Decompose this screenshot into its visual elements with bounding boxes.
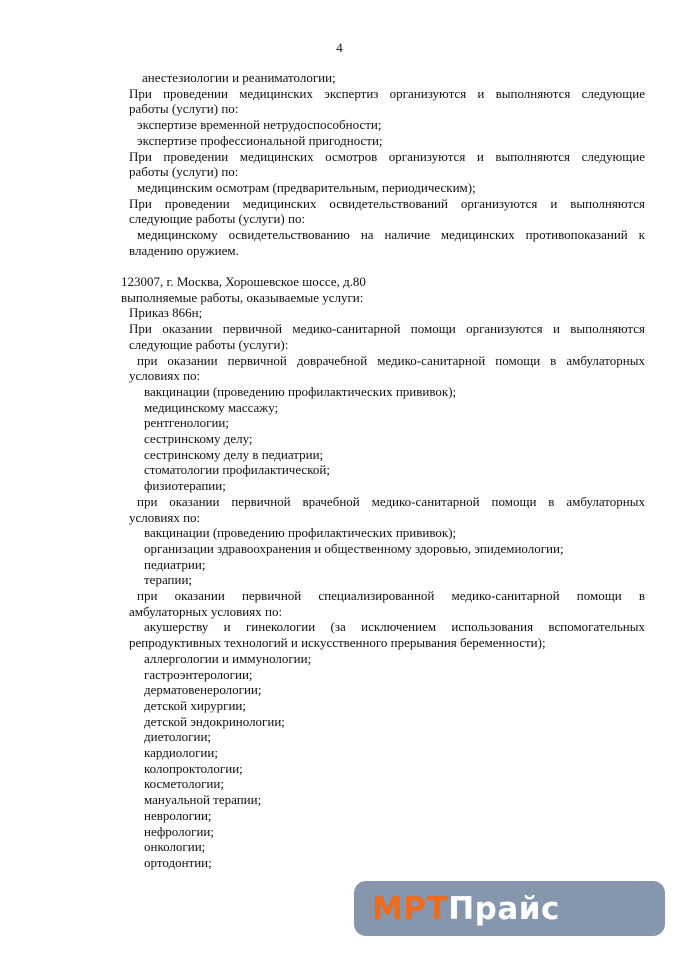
- text-line: экспертизе профессиональной пригодности;: [137, 132, 383, 148]
- list-item: физиотерапии;: [144, 478, 226, 494]
- text-line: при оказании первичной специализированной медико-санитарной помощи в: [137, 588, 645, 603]
- list-item: колопроктологии;: [144, 760, 243, 776]
- list-item: онкологии;: [144, 839, 206, 855]
- list-item: детской хирургии;: [144, 697, 247, 713]
- text-line: Приказ 866н;: [129, 305, 203, 321]
- watermark-text-primary: МРТ: [372, 890, 449, 927]
- text-line: При проведении медицинских освидетельствований организуются и выполняются: [129, 195, 645, 211]
- list-item: терапии;: [144, 572, 193, 588]
- list-item: нефрологии;: [144, 823, 214, 839]
- text-line: при оказании первичной доврачебной медико-санитарной помощи в амбулаторных: [137, 352, 645, 368]
- list-item: акушерству и гинекологии (за исключением использования вспомогательных: [144, 619, 645, 635]
- text-line: следующие работы (услуги) по:: [129, 211, 306, 227]
- text-line: репродуктивных технологий и искусственного прерывания беременности);: [129, 635, 546, 651]
- text-line: следующие работы (услуги):: [129, 336, 289, 352]
- list-item: рентгенологии;: [144, 415, 229, 431]
- list-item: вакцинации (проведению профилактических прививок);: [144, 525, 457, 541]
- text-line: работы (услуги) по:: [129, 164, 239, 180]
- text-line: владению оружием.: [129, 242, 239, 258]
- list-item: сестринскому делу;: [144, 431, 253, 446]
- watermark-logo: [354, 881, 665, 936]
- list-item: косметологии;: [144, 776, 224, 792]
- page-number: 4: [336, 40, 343, 55]
- list-item: вакцинации (проведению профилактических прививок);: [144, 383, 457, 399]
- text-line: при оказании первичной врачебной медико-санитарной помощи в амбулаторных: [137, 493, 645, 509]
- list-item: мануальной терапии;: [144, 792, 262, 808]
- watermark-text-secondary: Прайс: [448, 890, 560, 927]
- text-line: При оказании первичной медико-санитарной помощи организуются и выполняются: [129, 321, 645, 337]
- list-item: диетологии;: [144, 729, 212, 745]
- list-item: детской эндокринологии;: [144, 713, 285, 729]
- text-line: амбулаторных условиях по:: [129, 603, 283, 619]
- list-item: сестринскому делу в педиатрии;: [144, 446, 324, 462]
- text-line: При проведении медицинских экспертиз организуются и выполняются следующие: [129, 85, 645, 101]
- text-line: экспертизе временной нетрудоспособности;: [137, 117, 382, 133]
- list-item: кардиологии;: [144, 745, 218, 760]
- text-line: медицинскому освидетельствованию на наличие медицинских противопоказаний к: [137, 227, 645, 242]
- text-line: выполняемые работы, оказываемые услуги:: [121, 289, 364, 305]
- list-item: неврологии;: [144, 807, 212, 823]
- text-line: условиях по:: [129, 368, 201, 384]
- text-line: работы (услуги) по:: [129, 101, 239, 117]
- text-line: условиях по:: [129, 509, 201, 525]
- text-line: медицинским осмотрам (предварительным, периодическим);: [137, 179, 476, 195]
- text-line: При проведении медицинских осмотров организуются и выполняются следующие: [129, 148, 645, 164]
- text-line: анестезиологии и реаниматологии;: [142, 70, 336, 85]
- address-line: 123007, г. Москва, Хорошевское шоссе, д.80: [121, 274, 366, 289]
- list-item: стоматологии профилактической;: [144, 462, 330, 478]
- list-item: педиатрии;: [144, 556, 206, 572]
- list-item: дерматовенерологии;: [144, 682, 262, 698]
- list-item: ортодонтии;: [144, 854, 212, 870]
- list-item: гастроэнтерологии;: [144, 666, 253, 682]
- list-item: аллергологии и иммунологии;: [144, 650, 312, 666]
- list-item: организации здравоохранения и общественному здоровью, эпидемиологии;: [144, 540, 564, 556]
- list-item: медицинскому массажу;: [144, 399, 279, 415]
